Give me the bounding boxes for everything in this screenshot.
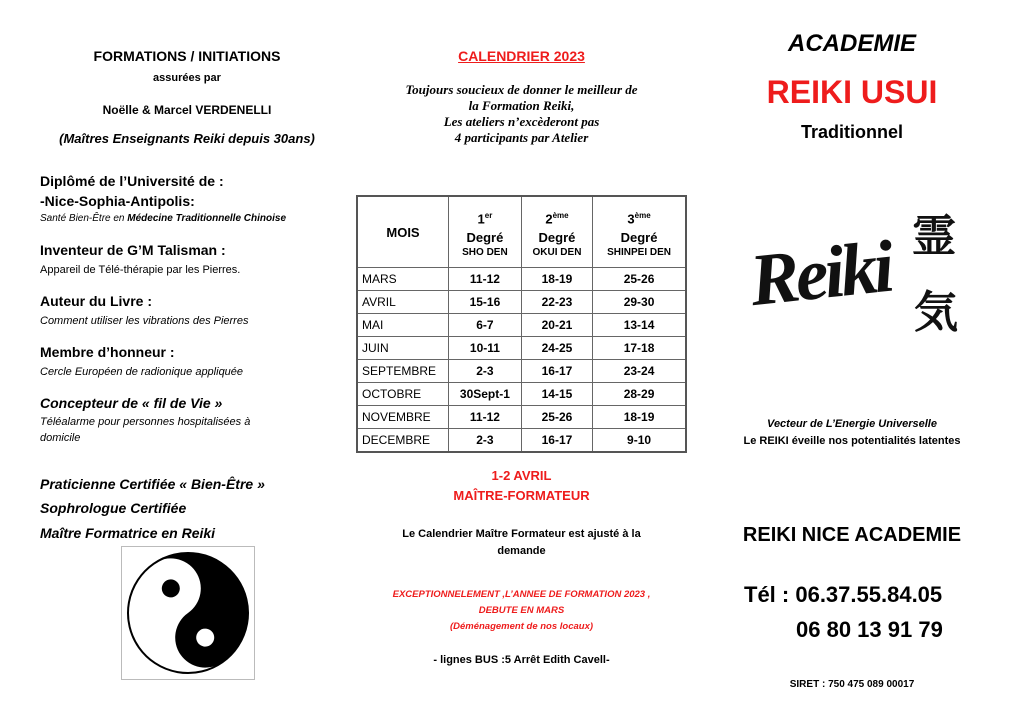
exception-line-2: DEBUTE EN MARS [478, 605, 565, 616]
cell-degre-1: 2-3 [449, 429, 522, 453]
calendar-intro [356, 82, 687, 146]
cell-degre-1: 11-12 [449, 406, 522, 429]
intro-line: 4 participants par Atelier [454, 130, 589, 145]
deg2-num: 2 [545, 211, 553, 227]
cell-degre-3: 13-14 [593, 314, 686, 337]
intro-line: la Formation Reiki, [468, 98, 575, 113]
diplome-text-b: Médecine Traditionnelle Chinoise [127, 213, 287, 224]
cell-degre-2: 18-19 [521, 268, 592, 291]
intro-line: Les ateliers n’excèderont pas [443, 114, 600, 129]
exception-line-1: EXCEPTIONNELEMENT ,L’ANNEE DE FORMATION 2023 , [392, 589, 651, 600]
cell-degre-1: 6-7 [449, 314, 522, 337]
cell-mois: AVRIL [357, 291, 449, 314]
cell-degre-2: 24-25 [521, 337, 592, 360]
cell-degre-2: 25-26 [521, 406, 592, 429]
deg2-label: Degré [538, 230, 576, 246]
intro-line: Toujours soucieux de donner le meilleur de [405, 82, 638, 97]
logo-kanji-rei: 霊 [912, 211, 956, 262]
maitre-note: Le Calendrier Maître Formateur est ajusté à la [402, 528, 641, 540]
cell-degre-1: 11-12 [449, 268, 522, 291]
section-heading-concepteur: Concepteur de « fil de Vie » [40, 395, 223, 411]
section-text-membre: Cercle Européen de radionique appliquée [40, 366, 244, 378]
cell-degre-1: 2-3 [449, 360, 522, 383]
cell-degre-2: 16-17 [521, 360, 592, 383]
tel-label: Tél : [744, 582, 796, 607]
diplome-text-a: Santé Bien-Être en [40, 213, 128, 224]
section-heading-auteur: Auteur du Livre : [40, 293, 153, 309]
table-row [357, 383, 686, 406]
section-heading-diplome: Diplômé de l’Université de : [40, 173, 224, 189]
bus-info: - lignes BUS :5 Arrêt Edith Cavell- [433, 654, 610, 666]
cell-degre-3: 25-26 [593, 268, 686, 291]
section-text-concepteur-2: domicile [40, 432, 81, 444]
table-row [357, 268, 686, 291]
deg1-sup: er [484, 210, 493, 220]
cell-degre-2: 14-15 [521, 383, 592, 406]
cell-degre-1: 10-11 [449, 337, 522, 360]
deg1-sub: SHO DEN [462, 247, 508, 259]
col-header-degre-2 [521, 196, 592, 268]
section-heading-nice: -Nice-Sophia-Antipolis: [40, 193, 195, 209]
deg2-sub: OKUI DEN [532, 247, 582, 259]
section-text-concepteur: Téléalarme pour personnes hospitalisées à [40, 416, 251, 428]
cell-mois: NOVEMBRE [357, 406, 449, 429]
cell-degre-2: 16-17 [521, 429, 592, 453]
cell-degre-3: 29-30 [593, 291, 686, 314]
cell-degre-3: 17-18 [593, 337, 686, 360]
cell-degre-1: 30Sept-1 [449, 383, 522, 406]
cert-sophrologue: Sophrologue Certifiée [40, 500, 187, 516]
cert-maitre: Maître Formatrice en Reiki [40, 525, 216, 541]
table-row [357, 406, 686, 429]
maitre-date: 1-2 AVRIL [491, 468, 552, 483]
siret: SIRET : 750 475 089 00017 [789, 679, 915, 690]
academie-title: ACADEMIE [787, 30, 916, 57]
exception-line-3: (Déménagement de nos locaux) [449, 621, 594, 632]
deg3-sup: ème [634, 210, 651, 220]
cell-mois: JUIN [357, 337, 449, 360]
cell-degre-3: 9-10 [593, 429, 686, 453]
yin-yang-icon [121, 546, 255, 680]
tel-1[interactable]: 06.37.55.84.05 [795, 582, 943, 607]
vecteur-text: Vecteur de L’Energie Universelle [767, 418, 937, 430]
table-row [357, 314, 686, 337]
left-subtitle: assurées par [153, 72, 221, 84]
cell-degre-2: 22-23 [521, 291, 592, 314]
logo-reiki-text: Reiki [746, 225, 895, 323]
table-header-row [357, 196, 686, 268]
nice-academie: REIKI NICE ACADEMIE [742, 524, 962, 546]
col-header-degre-3 [593, 196, 686, 268]
calendar-table [356, 195, 687, 453]
maitre-note-2: demande [497, 545, 546, 557]
logo-kanji-ki: 気 [914, 287, 958, 338]
deg2-sup: ème [552, 210, 569, 220]
table-row [357, 360, 686, 383]
col-header-degre-1 [449, 196, 522, 268]
section-text-diplome [40, 213, 286, 224]
section-text-inventeur: Appareil de Télé-thérapie par les Pierres. [40, 264, 241, 276]
deg1-num: 1 [477, 211, 485, 227]
deg3-sub: SHINPEI DEN [607, 247, 671, 259]
section-heading-membre: Membre d’honneur : [40, 344, 175, 360]
phone-line-1 [744, 582, 942, 608]
cell-degre-1: 15-16 [449, 291, 522, 314]
table-row [357, 291, 686, 314]
eveille-text: Le REIKI éveille nos potentialités latentes [743, 435, 961, 447]
cell-mois: SEPTEMBRE [357, 360, 449, 383]
traditionnel-label: Traditionnel [800, 122, 903, 142]
cell-degre-2: 20-21 [521, 314, 592, 337]
cell-mois: OCTOBRE [357, 383, 449, 406]
left-title: FORMATIONS / INITIATIONS [93, 48, 281, 64]
table-row [357, 337, 686, 360]
tel-2[interactable]: 06 80 13 91 79 [796, 617, 943, 642]
section-heading-inventeur: Inventeur de G’M Talisman : [40, 242, 226, 258]
reiki-usui-title: REIKI USUI [766, 74, 938, 110]
calendar-title: CALENDRIER 2023 [458, 48, 585, 64]
deg1-label: Degré [466, 230, 504, 246]
deg3-label: Degré [620, 230, 658, 246]
reiki-calligraphy-logo [742, 192, 974, 372]
cell-degre-3: 18-19 [593, 406, 686, 429]
cell-mois: MARS [357, 268, 449, 291]
deg3-num: 3 [627, 211, 635, 227]
section-text-auteur: Comment utiliser les vibrations des Pierres [40, 315, 249, 327]
left-names: Noëlle & Marcel VERDENELLI [102, 103, 272, 117]
maitre-title: MAÎTRE-FORMATEUR [453, 488, 590, 503]
cell-mois: MAI [357, 314, 449, 337]
left-masters: (Maîtres Enseignants Reiki depuis 30ans) [59, 131, 315, 146]
cert-praticienne: Praticienne Certifiée « Bien-Être » [40, 476, 265, 492]
cell-degre-3: 28-29 [593, 383, 686, 406]
col-header-mois: MOIS [357, 196, 449, 268]
table-row [357, 429, 686, 453]
cell-mois: DECEMBRE [357, 429, 449, 453]
cell-degre-3: 23-24 [593, 360, 686, 383]
